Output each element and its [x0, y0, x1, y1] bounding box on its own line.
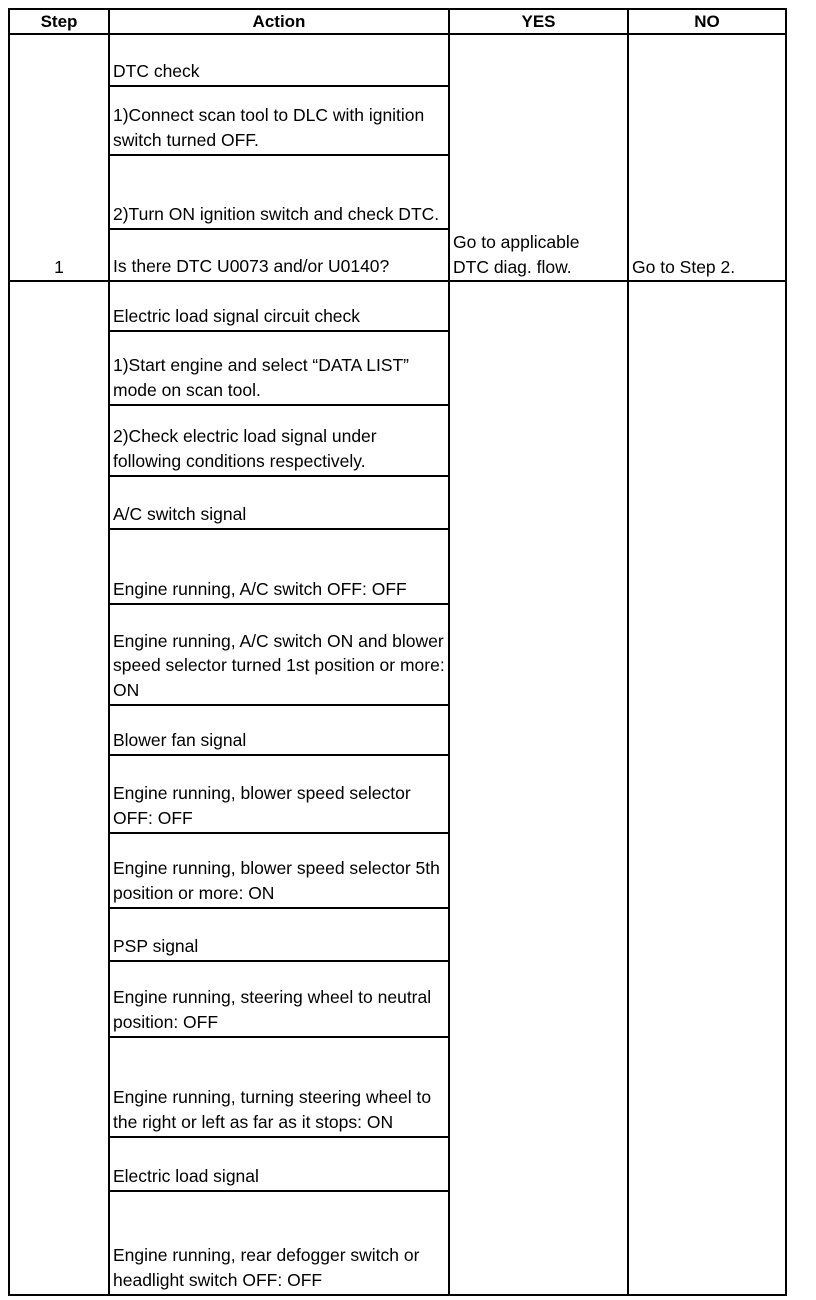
action-subheading: PSP signal [113, 935, 199, 956]
action-question: Is there DTC U0073 and/or U0140? [113, 255, 390, 276]
action-instruction: 1)Start engine and select “DATA LIST” mode on scan tool. [113, 355, 410, 400]
table-border-left [8, 8, 10, 1296]
header-step: Step [40, 12, 78, 31]
action-condition: Engine running, rear defogger switch or headlight switch OFF: OFF [113, 1245, 420, 1290]
action-instruction: 1)Connect scan tool to DLC with ignition switch turned OFF. [113, 105, 425, 150]
table-border-bottom [8, 1294, 787, 1296]
yes-result: Go to applicable DTC diag. flow. [453, 232, 580, 277]
action-step-title: Electric load signal circuit check [113, 305, 361, 326]
action-subheading: A/C switch signal [113, 503, 247, 524]
table-border-right [785, 8, 787, 1296]
header-action: Action [252, 12, 306, 31]
no-result: Go to Step 2. [632, 257, 736, 277]
step-number: 1 [54, 257, 64, 277]
header-yes: YES [521, 12, 556, 31]
action-instruction: 2)Turn ON ignition switch and check DTC. [113, 203, 440, 224]
action-subheading: Electric load signal [113, 1165, 259, 1186]
header-no: NO [694, 12, 720, 31]
column-divider-action-yes [448, 8, 450, 1296]
action-condition: Engine running, turning steering wheel to the right or left as far as it stops: ON [113, 1087, 432, 1132]
action-step-title: DTC check [113, 60, 200, 81]
action-condition: Engine running, A/C switch ON and blower speed selector turned 1st position or more: ON [113, 630, 445, 700]
column-divider-step-action [108, 8, 110, 1296]
action-condition: Engine running, steering wheel to neutral position: OFF [113, 987, 432, 1032]
column-divider-yes-no [627, 8, 629, 1296]
action-condition: Engine running, A/C switch OFF: OFF [113, 578, 407, 599]
action-condition: Engine running, blower speed selector 5th position or more: ON [113, 858, 440, 903]
action-subheading: Blower fan signal [113, 729, 247, 750]
action-condition: Engine running, blower speed selector OFF: OFF [113, 783, 411, 828]
action-instruction: 2)Check electric load signal under following conditions respectively. [113, 426, 377, 471]
